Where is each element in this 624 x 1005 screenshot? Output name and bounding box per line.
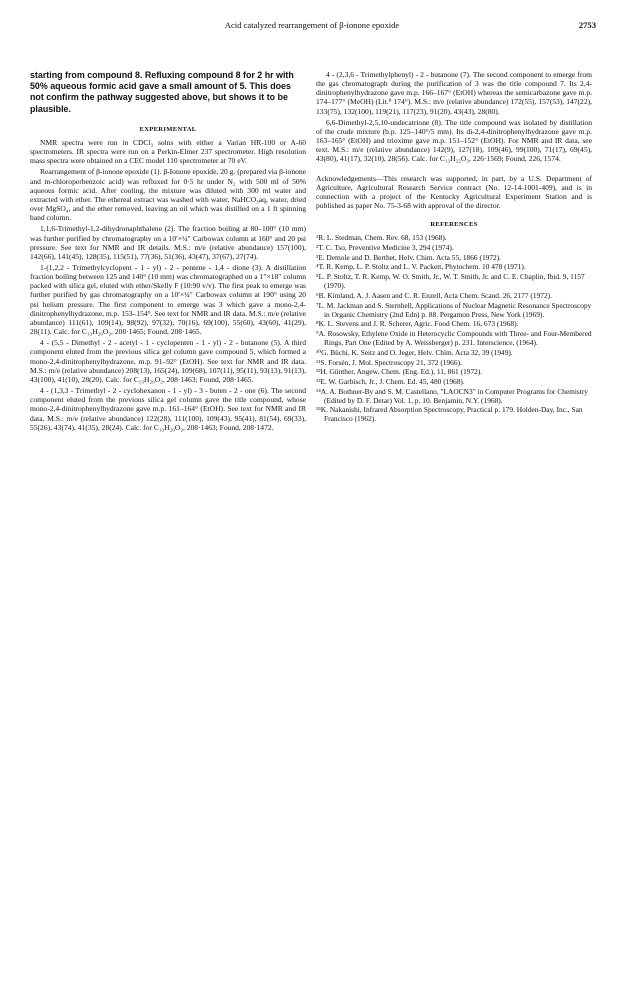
reference-item: ¹²H. Günther, Angew. Chem. (Eng. Ed.), 11, 861 (1972). xyxy=(316,367,483,377)
running-header xyxy=(28,20,596,34)
reference-item: ¹⁰G. Büchi, K. Seitz and O. Jeger, Helv. Chim. Acta 32, 39 (1949). xyxy=(316,347,513,357)
paragraph-compound-5: 4 - (5,5 - Dimethyl - 2 - acetyl - 1 - cyclopenten - 1 - yl) - 2 - butanone (5). A third component eluted from the previous silica gel column gave compound 5, which formed a mono-2,4-dinitrophenylhydrazone, m.p. 91–92° (EtOH). See text for NMR and IR data. M.S.: m/e (relative abundance) 208(13), 165(24), 109(68), 107(11), 95(11), 93(13), 91(13), 43(100), 41(10), 28(20). Calc. for C₁₃H₂₀O₂, 208·1463; Found, 208·1465. xyxy=(30,338,306,384)
paragraph-rearrangement: Rearrangement of β-ionone epoxide (1). β-Ionone epoxide, 20 g. (prepared via β-ionone and m-chloroperbenzoic acid) was refluxed for 0·5 hr under N₂ with 500 ml of 50% aqueous formic acid. After cooling, the mixture was diluted with 300 ml water and extracted with ether. The ethereal extract was washed with water, NaHCO₃aq, water, dried over MgSO₄, and the ether removed, leaving an oil which was distilled on a 1 ft spinning band column. xyxy=(30,167,306,223)
paragraph-compound-3: 1-(1,2,2 - Trimethylcyclopent - 1 - yl) - 2 - pentene - 1,4 - dione (3). A distillation fraction boiling between 125 and 140° (10 mm) was chromatographed on a 1″×18″ column packed with silica gel, eluted with ether/Skelly F (10:90 v/v). The first peak to emerge was further purified by gas chromatography on a 10′×¼″ Carbowax column at 190° using 20 psi helium pressure. The first component to emerge was 3 which gave a mono-2,4-dinitrophenylhydrazone, m.p. 153–154°. See text for NMR and IR data. M.S.: m/e (relative abundance) 111(61), 109(14), 98(92), 97(32), 70(16), 69(100), 55(60), 43(60), 41(29), 28(11). Calc. for C₁₃H₂₀O₂, 208·1465; Found, 208·1465. xyxy=(30,263,306,337)
reference-item: ⁷L. M. Jackman and S. Sternhell, Applications of Nuclear Magnetic Resonance Spectroscopy in Organic Chemistry (2nd Edn) p. 88. Pergamon Press, New York (1969). xyxy=(316,300,592,319)
reference-item: ⁶B. Kimland, A. J. Aasen and C. R. Enzell, Acta Chem. Scand. 26, 2177 (1972). xyxy=(316,290,552,300)
paragraph-compound-2: 1,1,6-Trimethyl-1,2-dihydronaphthalene (2). The fraction boiling at 80–100° (10 mm) was further purified by chromatography on a 10′×¼″ Carbowax column at 160° and 20 psi pressure. See text for NMR and IR details. M.S.: m/e (relative abundance) 157(100), 142(66), 141(45), 128(35), 115(51), 77(36), 51(36), 43(47), 37(67), 27(74). xyxy=(30,224,306,261)
reference-item: ¹R. L. Stedman, Chem. Rev. 68, 153 (1968). xyxy=(316,233,447,243)
reference-item: ³E. Demole and D. Berthet, Helv. Chim. Acta 55, 1866 (1972). xyxy=(316,252,502,262)
references-heading: REFERENCES xyxy=(430,221,478,229)
reference-item: ¹⁵K. Nakanishi, Infrared Absorption Spectroscopy, Practical p. 179. Holden-Day, Inc., San Francisco (1962). xyxy=(316,405,583,424)
reference-item: ⁸K. L. Stevens and J. R. Scherer, Agric. Food Chem. 16, 673 (1968). xyxy=(316,319,519,329)
reference-item: ¹³E. W. Garbisch, Jr., J. Chem. Ed. 45, 480 (1968). xyxy=(316,376,465,386)
reference-item: ⁴T. R. Kemp, L. P. Stoltz and L. V. Packett, Phytochem. 10 478 (1971). xyxy=(316,262,526,272)
reference-item: ¹¹S. Forsén, J. Mol. Spectroscopy 21, 372 (1966). xyxy=(316,357,462,367)
running-title: Acid catalyzed rearrangement of β-ionone epoxide xyxy=(224,20,400,30)
paragraph-spectra: NMR spectra were run in CDCl₃ solns with either a Varian HR-100 or A-60 spectrometers. IR spectra were run on a Perkin-Elmer 237 spectrometer. High resolution mass spectra were obtained on a CEC model 110 spectrometer at 70 eV. xyxy=(30,137,306,166)
acknowledgements: Acknowledgements—This research was supported, in part, by a U.S. Department of Agriculture, Agricultural Research Service contract (No. 12-14-1001-409), and is in connection with a project of the Kentucky Agricultural Experiment Station and is published as paper No. 75-3-68 with approval of the director. xyxy=(316,173,592,211)
reference-item: ²T. C. Tso, Preventive Medicine 3, 294 (1974). xyxy=(316,243,454,253)
lead-paragraph: starting from compound 8. Refluxing compound 8 for 2 hr with 50% aqueous formic acid gave a small amount of 5. This does not confirm the pathway suggested above, but shows it to be plausible. xyxy=(30,70,294,114)
reference-item: ⁹A. Rosowsky, Ethylene Oxide in Heterocyclic Compounds with Three- and Four-Membered Rings, Part One (Edited by A. Weissberger) p. 231. Interscience, (1964). xyxy=(316,329,592,348)
reference-list xyxy=(316,233,592,423)
reference-item: ¹⁴A. A. Bothner-By and S. M. Castellano, "LAOCN3" in Computer Programs for Chemistry (Edited by D. F. Detar) Vol. 1, p. 10. Benjamin, N.Y. (1968). xyxy=(316,386,588,405)
page-number: 2753 xyxy=(578,20,596,30)
left-column xyxy=(30,70,306,434)
paragraph-compound-8: 6,6-Dimethyl-2,5,10-undecatrione (8). The title compound was isolated by distillation of the crude mixture (b.p. 125–140°/5 mm). Its di-2,4-dinitrophenylhydrazone gave m.p. 163–165° (EtOH) and trioxime gave m.p. 151–152° (EtOH). For NMR and IR data, see text. M.S.: m/e (relative abundance) 142(9), 127(18), 109(46), 99(100), 71(17), 69(45), 43(80), 41(17), 32(10), 28(56). Calc. for C₁₃H₂₂O₃, 226·1569; Found, 226, 1574. xyxy=(316,117,592,164)
right-column xyxy=(316,70,592,424)
paragraph-compound-6: 4 - (1,3,3 - Trimethyl - 2 - cyclohexanon - 1 - yl) - 3 - buten - 2 - one (6). The second component eluted from the previous silica gel column gave the title compound, whose mono-2,4-dinitrophenylhydrazone gave m.p. 161–164° (EtOH). See text for NMR and IR data. M.S.: m/e (relative abundance) 122(28), 111(100), 109(43), 95(41), 81(54), 69(33), 55(26), 43(74), 41(35), 28(24). Calc. for C₁₃H₂₀O₂, 208·1463; Found, 208·1472. xyxy=(30,386,306,432)
reference-item: ⁵L. P. Stoltz, T. R. Kemp, W. O. Smith, Jr., W. T. Smith, Jr. and C. E. Chaplin, Ibid. 9, 1157 (1970). xyxy=(316,272,585,291)
paragraph-compound-7: 4 - (2,3,6 - Trimethylphenyl) - 2 - butanone (7). The second component to emerge from the gas chromatograph during the purification of 3 was the title compound 7. Its 2,4-dinitrophenylhydrazone gave m.p. 166–167° (EtOH) whereas the semicarbazone gave m.p. 174–177° (MeOH) (Lit.⁹ 174°). M.S.: m/e (relative abundance) 172(55), 157(53), 147(22), 133(75), 132(100), 119(21), 117(23), 91(20), 43(43), 28(80). xyxy=(316,70,592,116)
experimental-heading: EXPERIMENTAL xyxy=(139,125,197,133)
